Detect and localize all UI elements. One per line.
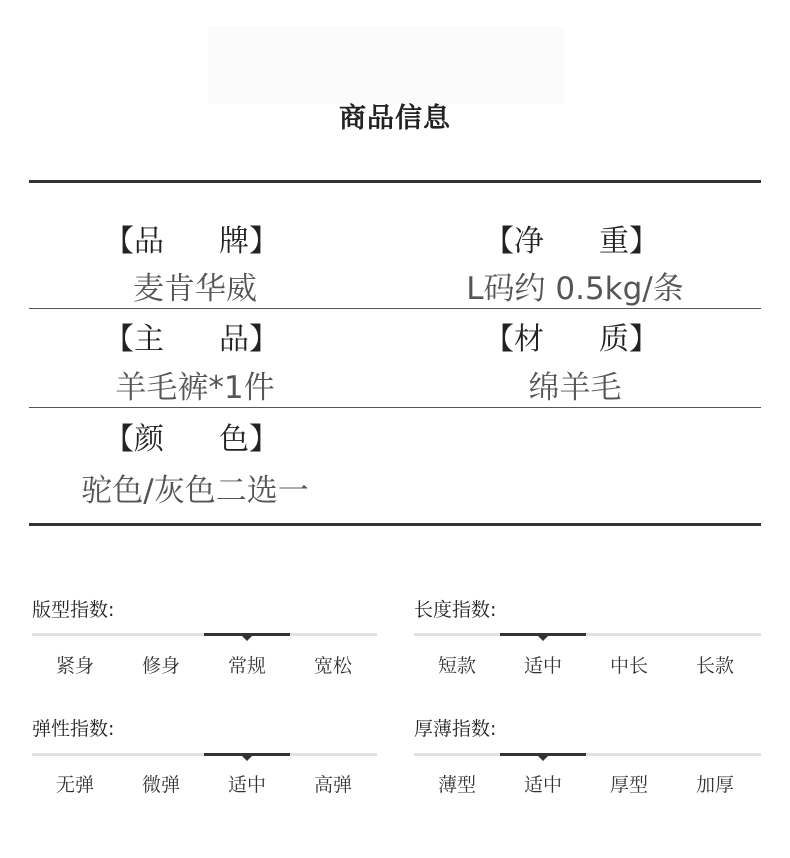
fit-index-pointer-icon bbox=[242, 636, 252, 641]
elasticity-option-3: 适中 bbox=[227, 774, 266, 796]
row-divider-1 bbox=[29, 308, 761, 309]
thickness-index-track bbox=[414, 753, 761, 756]
length-index-title: 长度指数: bbox=[414, 599, 497, 621]
length-option-4: 长款 bbox=[695, 655, 734, 677]
weight-label: 【净 重】 bbox=[484, 224, 659, 259]
elasticity-option-1: 无弹 bbox=[55, 774, 94, 796]
table-bottom-rule bbox=[29, 523, 761, 526]
elasticity-option-4: 高弹 bbox=[313, 774, 352, 796]
fit-option-2: 修身 bbox=[141, 655, 180, 677]
elasticity-index-pointer-icon bbox=[242, 756, 252, 761]
length-option-1: 短款 bbox=[437, 655, 476, 677]
fit-option-3: 常规 bbox=[227, 655, 266, 677]
material-value: 绵羊毛 bbox=[528, 370, 622, 406]
elasticity-option-2: 微弹 bbox=[141, 774, 180, 796]
weight-value: L码约 0.5kg/条 bbox=[466, 271, 684, 307]
thickness-option-1: 薄型 bbox=[437, 774, 476, 796]
fit-option-1: 紧身 bbox=[55, 655, 94, 677]
brand-value: 麦肯华威 bbox=[133, 271, 257, 307]
elasticity-index-title: 弹性指数: bbox=[32, 718, 115, 740]
thickness-option-2: 适中 bbox=[523, 774, 562, 796]
length-option-2: 适中 bbox=[523, 655, 562, 677]
color-label: 【颜 色】 bbox=[104, 422, 279, 457]
fit-index-title: 版型指数: bbox=[32, 599, 115, 621]
thickness-option-3: 厚型 bbox=[609, 774, 648, 796]
table-top-rule bbox=[29, 180, 761, 183]
color-value: 驼色/灰色二选一 bbox=[81, 473, 309, 509]
thickness-index-pointer-icon bbox=[538, 756, 548, 761]
row-divider-2 bbox=[29, 407, 761, 408]
banner-placeholder bbox=[208, 26, 564, 104]
thickness-index-title: 厚薄指数: bbox=[414, 718, 497, 740]
main-item-label: 【主 品】 bbox=[104, 322, 279, 357]
main-item-value: 羊毛裤*1件 bbox=[115, 370, 275, 406]
length-index-track bbox=[414, 633, 761, 636]
length-index-pointer-icon bbox=[538, 636, 548, 641]
length-option-3: 中长 bbox=[609, 655, 648, 677]
page-title: 商品信息 bbox=[339, 103, 451, 134]
brand-label: 【品 牌】 bbox=[104, 224, 279, 259]
fit-option-4: 宽松 bbox=[313, 655, 352, 677]
thickness-option-4: 加厚 bbox=[695, 774, 734, 796]
material-label: 【材 质】 bbox=[484, 322, 659, 357]
